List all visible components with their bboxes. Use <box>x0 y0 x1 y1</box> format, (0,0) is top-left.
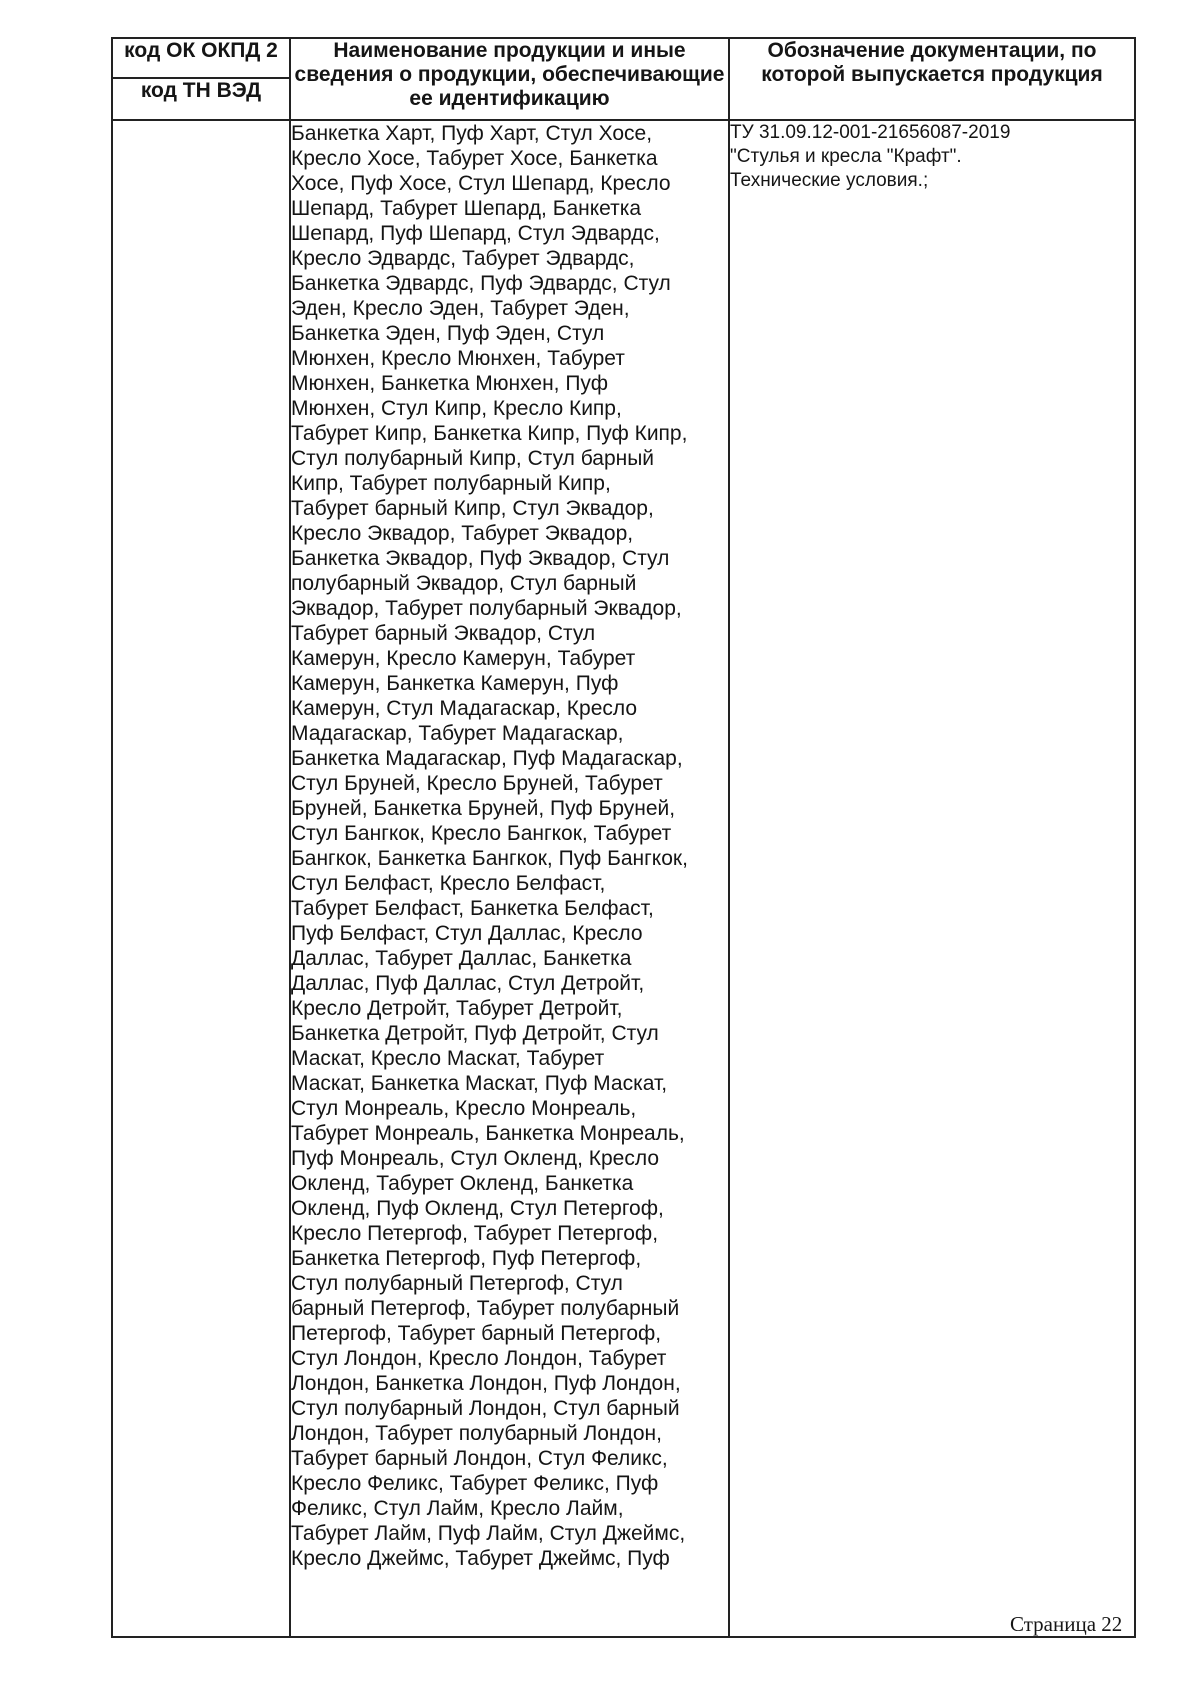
product-names-cell: Банкетка Харт, Пуф Харт, Стул Хосе, Кресло Хосе, Табурет Хосе, Банкетка Хосе, Пуф Хосе, Стул Шепард, Кресло Шепард, Табурет Шепард, Банкетка Шепард, Пуф Шепард, Стул Эдвардс, Кресло Эдвардс, Табурет Эдвардс, Банкетка Эдвардс, Пуф Эдвардс, Стул Эден, Кресло Эден, Табурет Эден, Банкетка Эден, Пуф Эден, Стул Мюнхен, Кресло Мюнхен, Табурет Мюнхен, Банкетка Мюнхен, Пуф Мюнхен, Стул Кипр, Кресло Кипр, Табурет Кипр, Банкетка Кипр, Пуф Кипр, Стул полубарный Кипр, Стул барный Кипр, Табурет полубарный Кипр, Табурет барный Кипр, Стул Эквадор, Кресло Эквадор, Табурет Эквадор, Банкетка Эквадор, Пуф Эквадор, Стул полубарный Эквадор, Стул барный Эквадор, Табурет полубарный Эквадор, Табурет барный Эквадор, Стул Камерун, Кресло Камерун, Табурет Камерун, Банкетка Камерун, Пуф Камерун, Стул Мадагаскар, Кресло Мадагаскар, Табурет Мадагаскар, Банкетка Мадагаскар, Пуф Мадагаскар, Стул Бруней, Кресло Бруней, Табурет Бруней, Банкетка Бруней, Пуф Бруней, Стул Бангкок, Кресло Бангкок, Табурет Бангкок, Банкетка Бангкок, Пуф Бангкок, Стул Белфаст, Кресло Белфаст, Табурет Белфаст, Банкетка Белфаст, Пуф Белфаст, Стул Даллас, Кресло Даллас, Табурет Даллас, Банкетка Даллас, Пуф Даллас, Стул Детройт, Кресло Детройт, Табурет Детройт, Банкетка Детройт, Пуф Детройт, Стул Маскат, Кресло Маскат, Табурет Маскат, Банкетка Маскат, Пуф Маскат, Стул Монреаль, Кресло Монреаль, Табурет Монреаль, Банкетка Монреаль, Пуф Монреаль, Стул Окленд, Кресло Окленд, Табурет Окленд, Банкетка Окленд, Пуф Окленд, Стул Петергоф, Кресло Петергоф, Табурет Петергоф, Банкетка Петергоф, Пуф Петергоф, Стул полубарный Петергоф, Стул барный Петергоф, Табурет полубарный Петергоф, Табурет барный Петергоф, Стул Лондон, Кресло Лондон, Табурет Лондон, Банкетка Лондон, Пуф Лондон, Стул полубарный Лондон, Стул барный Лондон, Табурет полубарный Лондон, Табурет барный Лондон, Стул Феликс, Кресло Феликс, Табурет Феликс, Пуф Феликс, Стул Лайм, Кресло Лайм, Табурет Лайм, Пуф Лайм, Стул Джеймс, Кресло Джеймс, Табурет Джеймс, Пуф <box>290 120 729 1637</box>
page-number: Страница 22 <box>1010 1612 1123 1636</box>
header-okpd-code: код ОК ОКПД 2 <box>112 38 290 78</box>
codes-cell <box>112 120 290 1637</box>
header-tnved-code: код ТН ВЭД <box>112 78 290 120</box>
header-documentation: Обозначение документации, по которой выпускается продукция <box>729 38 1135 120</box>
products-table <box>111 37 1136 1638</box>
table-row <box>112 120 1135 1637</box>
documentation-cell: ТУ 31.09.12-001-21656087-2019 "Стулья и кресла "Крафт". Технические условия.; <box>729 120 1135 1637</box>
header-product-name: Наименование продукции и иные сведения о продукции, обеспечивающие ее идентификацию <box>290 38 729 120</box>
header-row <box>112 38 1135 78</box>
